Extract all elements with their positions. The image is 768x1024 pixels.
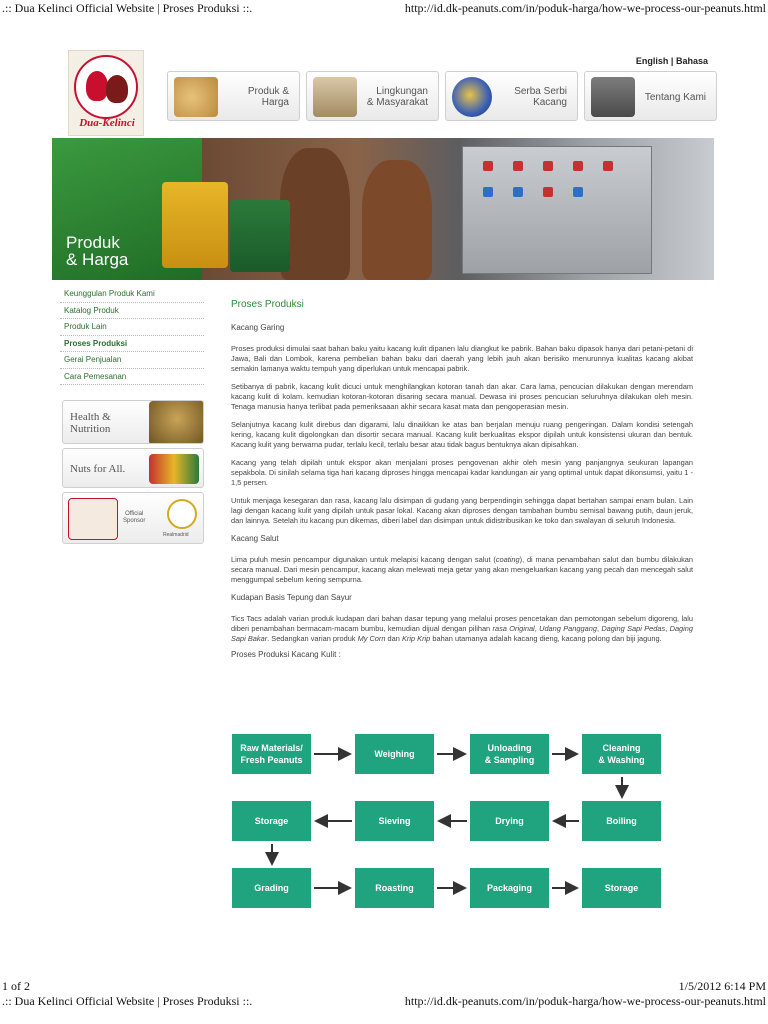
sidebar-item-cara-pemesanan[interactable]: Cara Pemesanan (60, 369, 204, 386)
nav-produk-harga[interactable] (167, 71, 300, 121)
sidebar-menu (60, 286, 204, 385)
official-sponsor-label: Official Sponsor (123, 511, 146, 524)
flow-step: Sieving (355, 801, 434, 841)
paragraph: Selanjutnya kacang kulit direbus dan digarami, lalu dinaikkan ke atas ban berjalan menuju ruang pengeringan. Dalam kondisi setengah kering, kacang kulit digolongkan dan disortir secara manual. Kacang kulit berkualitas ekspor dipilah untuk konsistensi ukuran dan bentuk. Kacang kulit yang berwarna pudar, terlalu kecil, terlalu besar atau tidak bagus bentuknya akan dipisahkan. (231, 420, 693, 449)
nav-label: Tentang Kami (644, 91, 706, 103)
flow-step: Roasting (355, 868, 434, 908)
paragraph: Proses produksi dimulai saat bahan baku yaitu kacang kulit dipanen lalu diangkut ke pabrik. Bahan baku dipasok hanya dari petani-petani di Jawa, Bali dan Lombok, karena pembelian bahan baku dari daerah yang lebih jauh akan berisiko menurunnya kualitas kacang akibat semakin lamanya waktu tempuh yang diperlukan untuk mencapai pabrik. (231, 344, 693, 373)
nav-label: Lingkungan & Masyarakat (366, 86, 428, 108)
real-madrid-sponsor-banner[interactable] (62, 492, 204, 544)
control-panel-image (462, 146, 652, 274)
banner-title: Produk & Harga (66, 233, 129, 269)
flow-step: Unloading & Sampling (470, 734, 549, 774)
paragraph: Untuk menjaga kesegaran dan rasa, kacang lalu disimpan di gudang yang berpendingin sehingga dapat bertahan sampai enam bulan. Lain lagi dengan kacang kulit yang dipilah untuk pasar lokal. Kacang akan diproses dengan tambahan bumbu semisal bawang putih, daun jeruk, dan lainnya. Setelah itu kacang pun dikemas, diberi label dan disimpan untuk didistribusikan ke toko dan swalayan di seluruh Indonesia. (231, 496, 693, 525)
print-footer-url: http://id.dk-peanuts.com/in/poduk-harga/how-we-process-our-peanuts.html (404, 994, 766, 1008)
nuts-image (149, 401, 204, 444)
nuts-for-all-banner[interactable] (62, 448, 204, 488)
nav-label: Serba Serbi Kacang (514, 86, 567, 108)
lang-separator: | (670, 56, 674, 66)
snack-packs-image (149, 454, 199, 484)
site-logo[interactable] (68, 50, 144, 136)
dua-kelinci-rabbits-icon (68, 498, 118, 540)
paragraph: Kacang yang telah dipilah untuk ekspor akan menjalani proses pengovenan akhir oleh mesin yang panjangnya seukuran lapangan sepakbola. Di sinilah selama tiga hari kacang diproses hingga mencapai kadar kandungan air yang optimal untuk dapat dikonsumsi, yaitu 1 - 1,5 persen. (231, 458, 693, 487)
flow-step: Packaging (470, 868, 549, 908)
sidebar-item-katalog[interactable]: Katalog Produk (60, 303, 204, 320)
worker-image (362, 160, 432, 280)
section-kacang-garing: Kacang Garing (231, 323, 285, 332)
print-header-title: .:: Dua Kelinci Official Website | Proses Produksi ::. (2, 1, 253, 15)
flow-step: Drying (470, 801, 549, 841)
section-kudapan: Kudapan Basis Tepung dan Sayur (231, 593, 352, 602)
person-icon (313, 77, 357, 117)
nav-tentang-kami[interactable] (584, 71, 717, 121)
paragraph: Tics Tacs adalah varian produk kudapan dari bahan dasar tepung yang melalui proses pencetakan dan pemotongan sebelum digoreng, lalu diberi penambahan bermacam-macam bumbu, kemudian dijual dengan pilihan rasa Original, Udang Panggang, Daging Sapi Pedas, Daging Sapi Bakar. Sedangkan varian produk My Corn dan Krip Krip bahan utamanya adalah kacang dieng, kacang polong dan biji jagung. (231, 614, 694, 643)
flow-step: Boiling (582, 801, 661, 841)
production-flowchart (230, 726, 670, 946)
logo-text: Dua-Kelinci (79, 117, 135, 129)
sidebar-item-gerai[interactable]: Gerai Penjualan (60, 352, 204, 369)
page-title: Proses Produksi (231, 299, 304, 310)
nav-label: Produk & Harga (247, 86, 289, 108)
real-madrid-label: Realmadrid (163, 532, 189, 538)
dua-kelinci-rabbits-icon (74, 55, 138, 119)
health-nutrition-label: Health & Nutrition (70, 411, 111, 435)
flow-step: Weighing (355, 734, 434, 774)
flow-step: Raw Materials/ Fresh Peanuts (232, 734, 311, 774)
flow-step: Storage (582, 868, 661, 908)
flow-step: Grading (232, 868, 311, 908)
globe-icon (452, 77, 492, 117)
flow-caption: Proses Produksi Kacang Kulit : (231, 650, 341, 659)
real-madrid-crest-icon (167, 499, 197, 529)
paragraph: Setibanya di pabrik, kacang kulit dicuci untuk menghilangkan kotoran tanah dan akar. Cara lama, pencucian dilakukan dengan merendam kacang kulit di kolam. kemudian kotoran-kotoran disaring secara manual. Dewasa ini proses pencucian seluruhnya dilakukan oleh mesin. Tenaga manusia hanya terlibat pada pemeriksaaan akhir secara kasat mata dan pengoperasian mesin. (231, 382, 693, 411)
flow-arrows (230, 726, 670, 946)
flow-step: Storage (232, 801, 311, 841)
company-icon (591, 77, 635, 117)
sidebar-item-produk-lain[interactable]: Produk Lain (60, 319, 204, 336)
worker-image (280, 148, 350, 280)
flow-step: Cleaning & Washing (582, 734, 661, 774)
nav-serba-serbi-kacang[interactable] (445, 71, 578, 121)
language-switch (636, 56, 708, 66)
print-footer-page: 1 of 2 (2, 979, 30, 993)
nav-lingkungan-masyarakat[interactable] (306, 71, 439, 121)
sidebar-item-keunggulan[interactable]: Keunggulan Produk Kami (60, 286, 204, 303)
hero-banner (52, 138, 714, 280)
product-pack-image (230, 200, 290, 272)
print-footer-datetime: 1/5/2012 6:14 PM (678, 979, 766, 993)
lang-bahasa-link[interactable]: Bahasa (675, 56, 708, 66)
sidebar-item-proses-produksi[interactable]: Proses Produksi (60, 336, 204, 353)
peanut-icon (174, 77, 218, 117)
nuts-for-all-label: Nuts for All. (70, 463, 126, 475)
health-nutrition-banner[interactable] (62, 400, 204, 444)
print-footer-title: .:: Dua Kelinci Official Website | Proses Produksi ::. (2, 994, 253, 1008)
product-pack-image (162, 182, 228, 268)
lang-english-link[interactable]: English (635, 56, 669, 66)
paragraph: Lima puluh mesin pencampur digunakan untuk melapisi kacang dengan salut (coating), di mana penambahan salut dan bumbu dilakukan secara manual. Dari mesin pencampur, kacang akan melewati meja getar yang akan mengeluarkan kacang yang pecah dan mencegah salut menggumpal sebelum kering sempurna. (231, 555, 693, 584)
main-content (231, 300, 693, 671)
print-header-url: http://id.dk-peanuts.com/in/poduk-harga/how-we-process-our-peanuts.html (404, 1, 766, 15)
section-kacang-salut: Kacang Salut (231, 534, 279, 543)
